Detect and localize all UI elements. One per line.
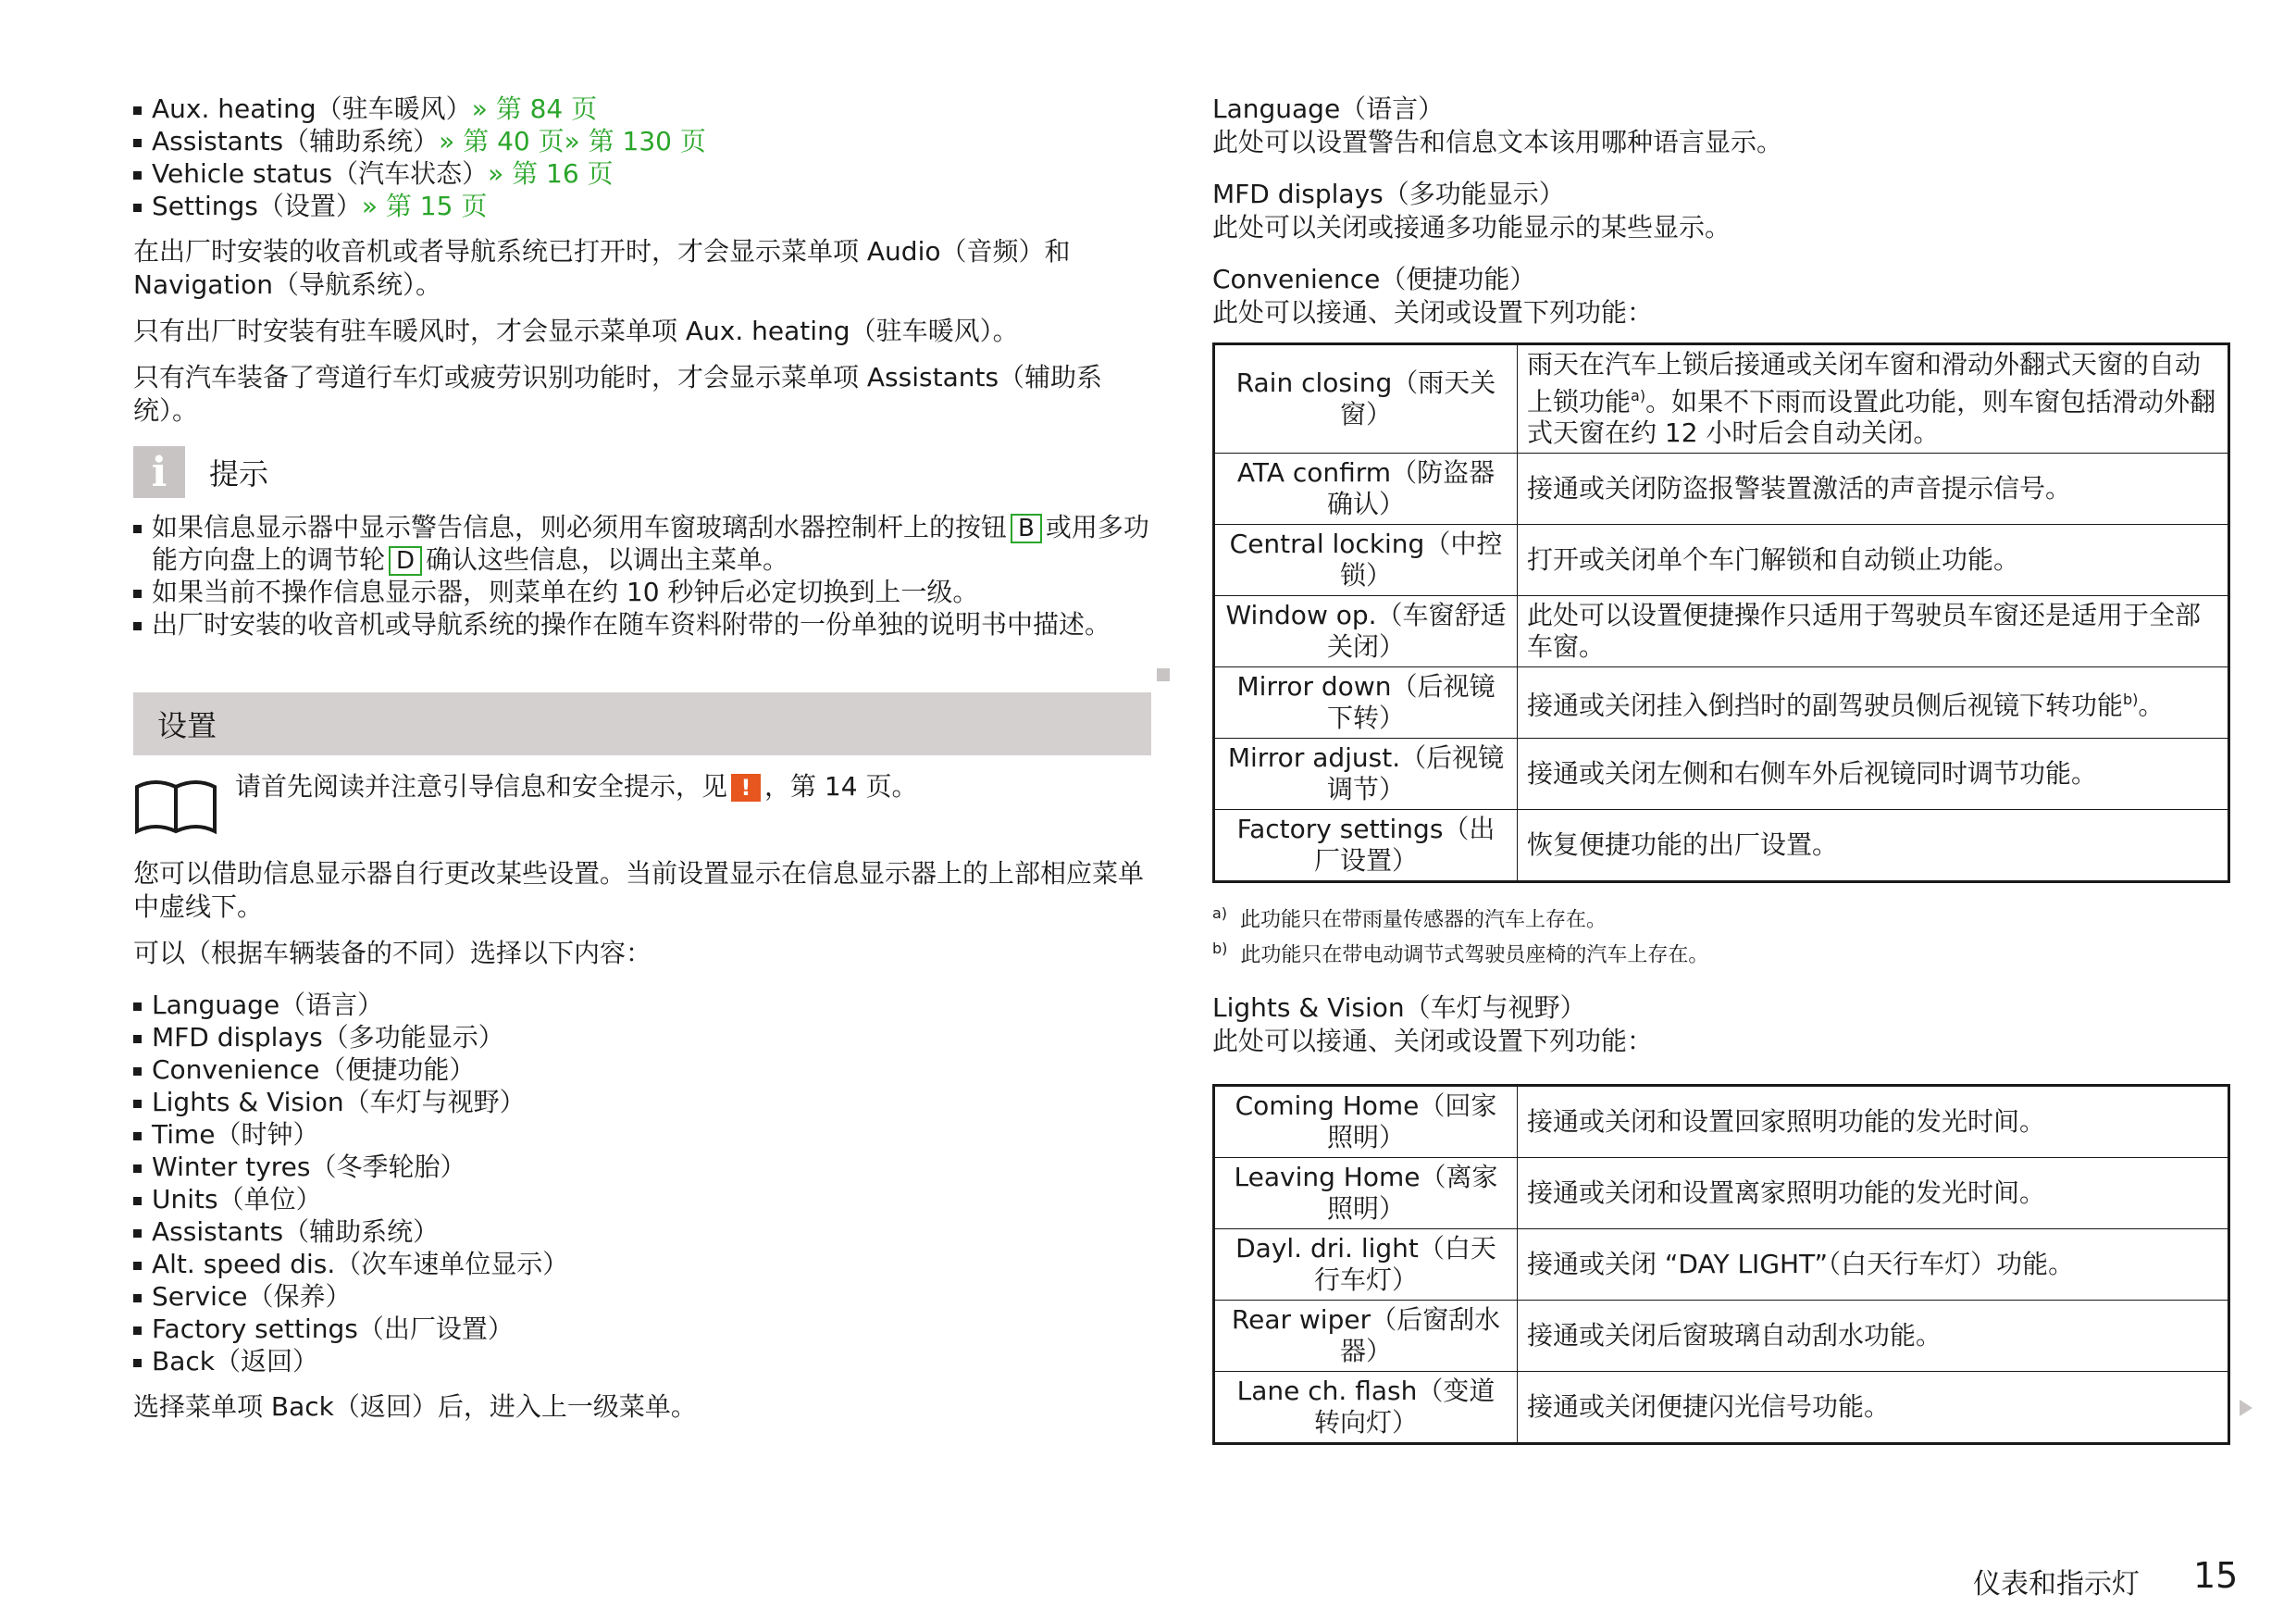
setting-name: Mirror down（后视镜下转） <box>1214 667 1518 739</box>
list-item: Lights & Vision（车灯与视野） <box>133 1086 1151 1118</box>
note-header <box>133 446 1151 498</box>
setting-name: Dayl. dri. light（白天行车灯） <box>1214 1228 1518 1300</box>
setting-name: Rear wiper（后窗刮水器） <box>1214 1300 1518 1371</box>
page-number: 15 <box>2193 1555 2239 1596</box>
item-desc: 此处可以设置警告和信息文本该用哪种语言显示。 <box>1212 127 1783 157</box>
list-item: Settings（设置）» 第 15 页 <box>133 190 1151 222</box>
list-item: Time（时钟） <box>133 1118 1151 1151</box>
settings-menu-list <box>133 989 1151 1377</box>
item-title: Lights & Vision（车灯与视野） <box>1212 991 1586 1023</box>
setting-name: Lane ch. flash（变道转向灯） <box>1214 1371 1518 1443</box>
list-item: Back（返回） <box>133 1345 1151 1377</box>
list-item: Assistants（辅助系统） <box>133 1215 1151 1248</box>
read-first-row: 请首先阅读并注意引导信息和安全提示，见 ! ，第 14 页。 <box>133 770 1151 835</box>
paragraph: 选择菜单项 Back（返回）后，进入上一级菜单。 <box>133 1391 697 1422</box>
setting-description: 打开或关闭单个车门解锁和自动锁止功能。 <box>1518 525 2229 596</box>
table-row <box>1214 1228 2229 1300</box>
paragraph: 可以（根据车辆装备的不同）选择以下内容： <box>133 938 652 968</box>
setting-description: 接通或关闭左侧和右侧车外后视镜同时调节功能。 <box>1518 739 2229 810</box>
item-desc: 此处可以关闭或接通多功能显示的某些显示。 <box>1212 212 1731 243</box>
setting-name: Rain closing（雨天关窗） <box>1214 344 1518 454</box>
table-row <box>1214 1157 2229 1228</box>
setting-description: 此处可以设置便捷操作只适用于驾驶员车窗还是适用于全部车窗。 <box>1518 596 2229 667</box>
table-row <box>1214 596 2229 667</box>
convenience-table <box>1212 342 2230 883</box>
note-list <box>133 511 1151 641</box>
paragraph: 在出厂时安装的收音机或者导航系统已打开时，才会显示菜单项 Audio（音频）和 Navigation（导航系统）。 <box>133 236 1071 300</box>
list-item: Winter tyres（冬季轮胎） <box>133 1151 1151 1183</box>
section-header: 设置 <box>133 692 1151 755</box>
setting-name: Central locking（中控锁） <box>1214 525 1518 596</box>
left-column <box>133 93 1151 1424</box>
item-desc: 此处可以接通、关闭或设置下列功能： <box>1212 297 1654 328</box>
list-item: Units（单位） <box>133 1183 1151 1215</box>
setting-description: 接通或关闭后窗玻璃自动刮水功能。 <box>1518 1300 2229 1371</box>
table-row <box>1214 1300 2229 1371</box>
setting-name: ATA confirm（防盗器确认） <box>1214 454 1518 525</box>
table-row <box>1214 454 2229 525</box>
item-desc: 此处可以接通、关闭或设置下列功能： <box>1212 1025 1654 1056</box>
page-ref-link[interactable]: » 第 40 页» 第 130 页 <box>439 126 706 156</box>
setting-description: 接通或关闭挂入倒挡时的副驾驶员侧后视镜下转功能$^{b)}$。 <box>1518 667 2229 739</box>
setting-name: Leaving Home（离家照明） <box>1214 1157 1518 1228</box>
page-ref-link[interactable]: » 第 16 页 <box>488 158 614 189</box>
setting-description: 接通或关闭和设置离家照明功能的发光时间。 <box>1518 1157 2229 1228</box>
note-title: 提示 <box>209 456 269 492</box>
key-b-icon: B <box>1011 514 1042 543</box>
list-item: 如果当前不操作信息显示器，则菜单在约 10 秒钟后必定切换到上一级。 <box>133 576 1151 608</box>
setting-name: Factory settings（出厂设置） <box>1214 810 1518 882</box>
item-title: MFD displays（多功能显示） <box>1212 179 1565 209</box>
list-item: Language（语言） <box>133 989 1151 1021</box>
info-icon: i <box>133 446 185 498</box>
item-title: Language（语言） <box>1212 93 1445 124</box>
setting-description: 接通或关闭 “DAY LIGHT”（白天行车灯）功能。 <box>1518 1228 2229 1300</box>
key-d-icon: D <box>389 546 422 576</box>
table-row <box>1214 344 2229 454</box>
page-ref-link[interactable]: » 第 84 页 <box>471 93 598 124</box>
book-icon <box>133 779 218 835</box>
list-item: 如果信息显示器中显示警告信息，则必须用车窗玻璃刮水器控制杆上的按钮 B 或用多功能方向盘上的调节轮 D 确认这些信息，以调出主菜单。 <box>133 511 1151 576</box>
table-row <box>1214 667 2229 739</box>
table-row <box>1214 525 2229 596</box>
footnote-marker: b) <box>2123 691 2139 709</box>
item-title: Convenience（便捷功能） <box>1212 264 1536 294</box>
footnotes <box>1212 900 2230 969</box>
list-item: Alt. speed dis.（次车速单位显示） <box>133 1248 1151 1280</box>
footnote: $^{b)}$ 此功能只在带电动调节式驾驶员座椅的汽车上存在。 <box>1212 939 1709 966</box>
list-item: Aux. heating（驻车暖风）» 第 84 页 <box>133 93 1151 125</box>
end-marker-icon <box>1157 668 1170 681</box>
setting-description: 接通或关闭和设置回家照明功能的发光时间。 <box>1518 1085 2229 1157</box>
right-column <box>1212 93 2230 1445</box>
continue-arrow-icon <box>2240 1400 2253 1416</box>
footer-chapter-title: 仪表和指示灯 <box>1973 1568 2140 1600</box>
list-item: Assistants（辅助系统）» 第 40 页» 第 130 页 <box>133 125 1151 157</box>
paragraph: 您可以借助信息显示器自行更改某些设置。当前设置显示在信息显示器上的上部相应菜单中虚线下。 <box>133 858 1145 922</box>
setting-description: 雨天在汽车上锁后接通或关闭车窗和滑动外翻式天窗的自动上锁功能$^{a)}$。如果不下雨而设置此功能，则车窗包括滑动外翻式天窗在约 12 小时后会自动关闭。 <box>1518 344 2229 454</box>
table-row <box>1214 739 2229 810</box>
list-item: Factory settings（出厂设置） <box>133 1313 1151 1345</box>
setting-name: Mirror adjust.（后视镜调节） <box>1214 739 1518 810</box>
list-item: MFD displays（多功能显示） <box>133 1021 1151 1053</box>
table-row <box>1214 1085 2229 1157</box>
setting-name: Coming Home（回家照明） <box>1214 1085 1518 1157</box>
footnote: $^{a)}$ 此功能只在带雨量传感器的汽车上存在。 <box>1212 904 1607 932</box>
setting-description: 恢复便捷功能的出厂设置。 <box>1518 810 2229 882</box>
footnote-marker: a) <box>1631 387 1646 405</box>
table-row <box>1214 810 2229 882</box>
list-item: Vehicle status（汽车状态）» 第 16 页 <box>133 157 1151 190</box>
setting-description: 接通或关闭防盗报警装置激活的声音提示信号。 <box>1518 454 2229 525</box>
list-item: Service（保养） <box>133 1280 1151 1313</box>
list-item: Convenience（便捷功能） <box>133 1053 1151 1086</box>
lights-vision-table <box>1212 1084 2230 1445</box>
page-ref-link[interactable]: » 第 15 页 <box>361 191 488 221</box>
list-item: 出厂时安装的收音机或导航系统的操作在随车资料附带的一份单独的说明书中描述。 <box>133 608 1151 641</box>
table-row <box>1214 1371 2229 1443</box>
paragraph: 只有汽车装备了弯道行车灯或疲劳识别功能时，才会显示菜单项 Assistants（辅助系统）。 <box>133 362 1103 426</box>
setting-description: 接通或关闭便捷闪光信号功能。 <box>1518 1371 2229 1443</box>
paragraph: 只有出厂时安装有驻车暖风时，才会显示菜单项 Aux. heating（驻车暖风）。 <box>133 316 1019 346</box>
warning-icon: ! <box>731 774 761 802</box>
setting-name: Window op.（车窗舒适关闭） <box>1214 596 1518 667</box>
top-menu-list <box>133 93 1151 222</box>
